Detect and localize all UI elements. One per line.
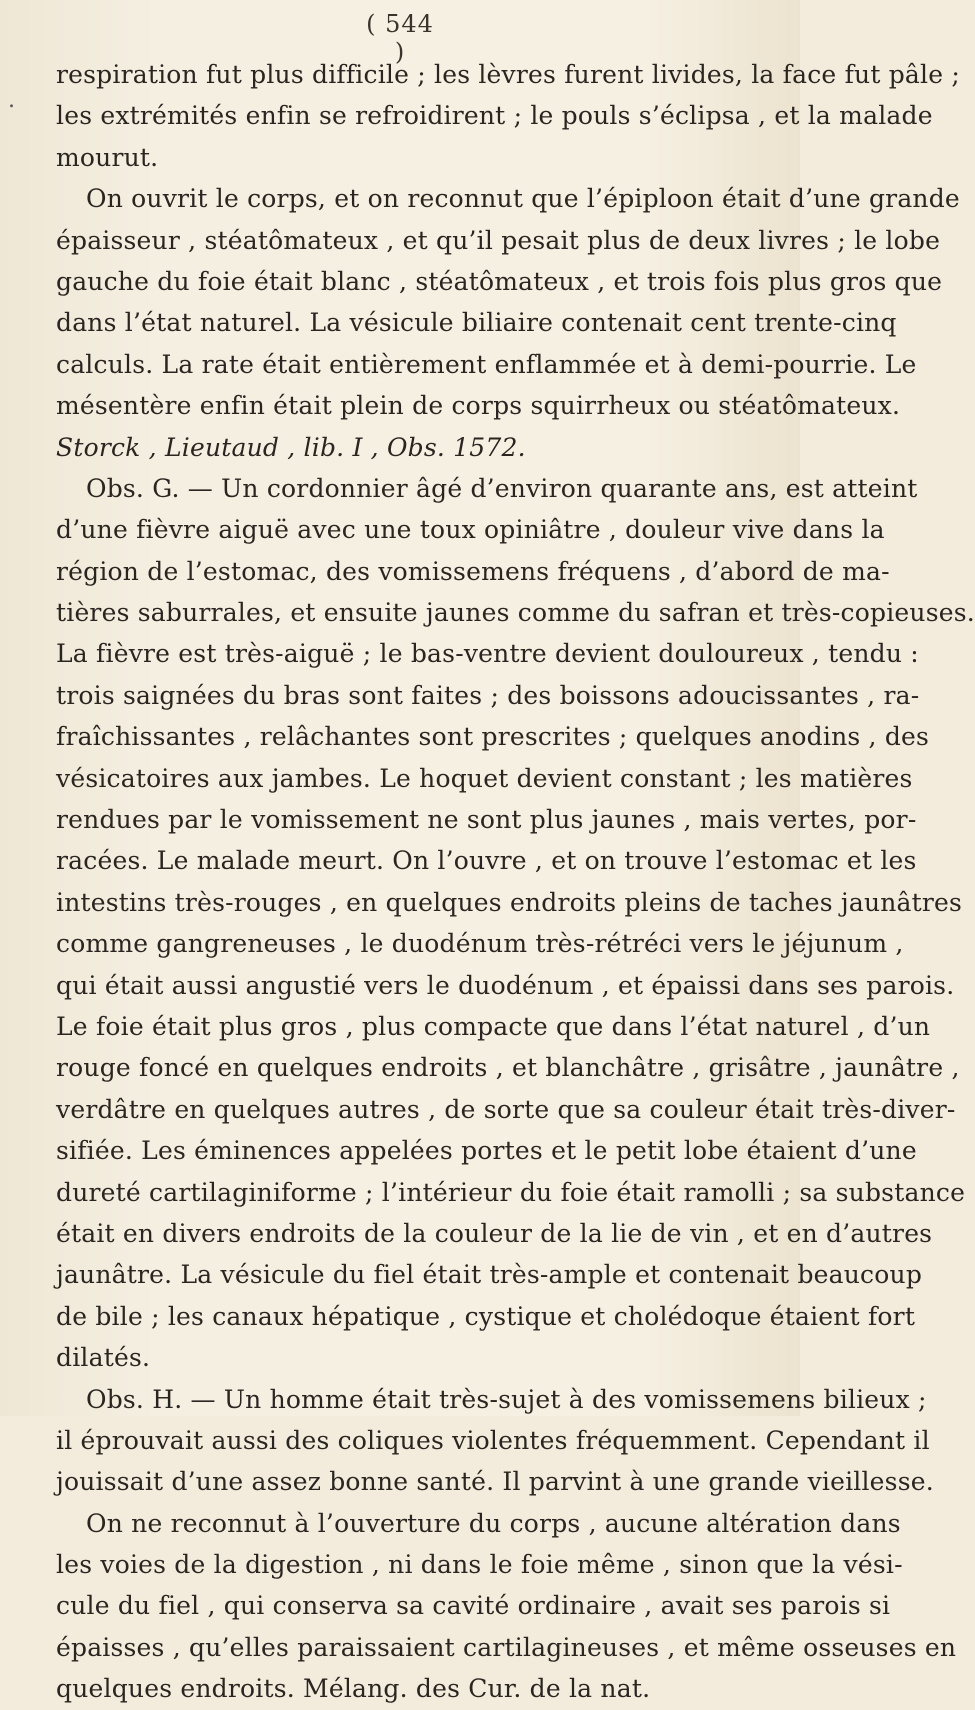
text-line: trois saignées du bras sont faites ; des boissons adoucissantes , ra- (56, 680, 920, 710)
text-line: Le foie était plus gros , plus compacte que dans l’état naturel , d’un (56, 1011, 931, 1041)
text-line: région de l’estomac, des vomissemens fréquens , d’abord de ma- (56, 556, 890, 586)
text-line: vésicatoires aux jambes. Le hoquet devient constant ; les matières (56, 763, 913, 793)
text-line: fraîchissantes , relâchantes sont prescrites ; quelques anodins , des (56, 722, 930, 752)
text-line: d’une fièvre aiguë avec une toux opiniâtre , douleur vive dans la (56, 515, 885, 545)
page-number: ( 544 ) (366, 10, 434, 66)
text-line: les extrémités enfin se refroidirent ; le pouls s’éclipsa , et la malade (56, 101, 933, 131)
citation-line: quelques endroits. Mélang. des Cur. de la nat. (56, 1674, 651, 1704)
text-line: calculs. La rate était entièrement enflammée et à demi-pourrie. Le (56, 349, 917, 379)
text-line: était en divers endroits de la couleur de la lie de vin , et en d’autres (56, 1218, 933, 1248)
text-line: verdâtre en quelques autres , de sorte que sa couleur était très-diver- (56, 1094, 956, 1124)
text-line: comme gangreneuses , le duodénum très-rétréci vers le jéjunum , (56, 929, 904, 959)
text-line: mésentère enfin était plein de corps squirrheux ou stéatômateux. (56, 391, 901, 421)
text-line: épaisses , qu’elles paraissaient cartilagineuses , et même osseuses en (56, 1632, 957, 1662)
text-line: dans l’état naturel. La vésicule biliaire contenait cent trente-cinq (56, 308, 897, 338)
text-line: jaunâtre. La vésicule du fiel était très-ample et contenait beaucoup (56, 1260, 923, 1290)
text-line: sifiée. Les éminences appelées portes et le petit lobe étaient d’une (56, 1136, 917, 1166)
text-line: La fièvre est très-aiguë ; le bas-ventre devient douloureux , tendu : (56, 639, 919, 669)
text-line: épaisseur , stéatômateux , et qu’il pesait plus de deux livres ; le lobe (56, 225, 941, 255)
margin-mark: . (8, 88, 15, 113)
text-line: rendues par le vomissement ne sont plus jaunes , mais vertes, por- (56, 805, 917, 835)
text-line: jouissait d’une assez bonne santé. Il parvint à une grande vieillesse. (56, 1467, 934, 1497)
citation-line: Storck , Lieutaud , lib. I , Obs. 1572. (56, 432, 526, 462)
text-line: racées. Le malade meurt. On l’ouvre , et on trouve l’estomac et les (56, 846, 917, 876)
text-line: mourut. (56, 142, 159, 172)
paragraph-start-line: On ne reconnut à l’ouverture du corps , aucune altération dans (86, 1508, 901, 1538)
text-line: dilatés. (56, 1343, 151, 1373)
text-line: rouge foncé en quelques endroits , et blanchâtre , grisâtre , jaunâtre , (56, 1053, 960, 1083)
paragraph-start-line: On ouvrit le corps, et on reconnut que l’épiploon était d’une grande (86, 184, 960, 214)
text-line: les voies de la digestion , ni dans le foie même , sinon que la vési- (56, 1550, 903, 1580)
text-line: qui était aussi angustié vers le duodénum , et épaissi dans ses parois. (56, 970, 955, 1000)
text-line: gauche du foie était blanc , stéatômateux , et trois fois plus gros que (56, 266, 943, 296)
observation-h-heading-line: Obs. H. — Un homme était très-sujet à des vomissemens bilieux ; (86, 1384, 927, 1414)
text-line: tières saburrales, et ensuite jaunes comme du safran et très-copieuses. (56, 598, 975, 628)
text-line: il éprouvait aussi des coliques violentes fréquemment. Cependant il (56, 1425, 930, 1455)
text-line: de bile ; les canaux hépatique , cystique et cholédoque étaient fort (56, 1301, 916, 1331)
body-text (56, 54, 975, 1710)
text-line: intestins très-rouges , en quelques endroits pleins de taches jaunâtres (56, 887, 963, 917)
text-line: dureté cartilaginiforme ; l’intérieur du foie était ramolli ; sa substance (56, 1177, 966, 1207)
observation-g-heading-line: Obs. G. — Un cordonnier âgé d’environ quarante ans, est atteint (86, 473, 918, 503)
text-line: respiration fut plus difficile ; les lèvres furent livides, la face fut pâle ; (56, 60, 960, 89)
text-line: cule du fiel , qui conserva sa cavité ordinaire , avait ses parois si (56, 1591, 891, 1621)
